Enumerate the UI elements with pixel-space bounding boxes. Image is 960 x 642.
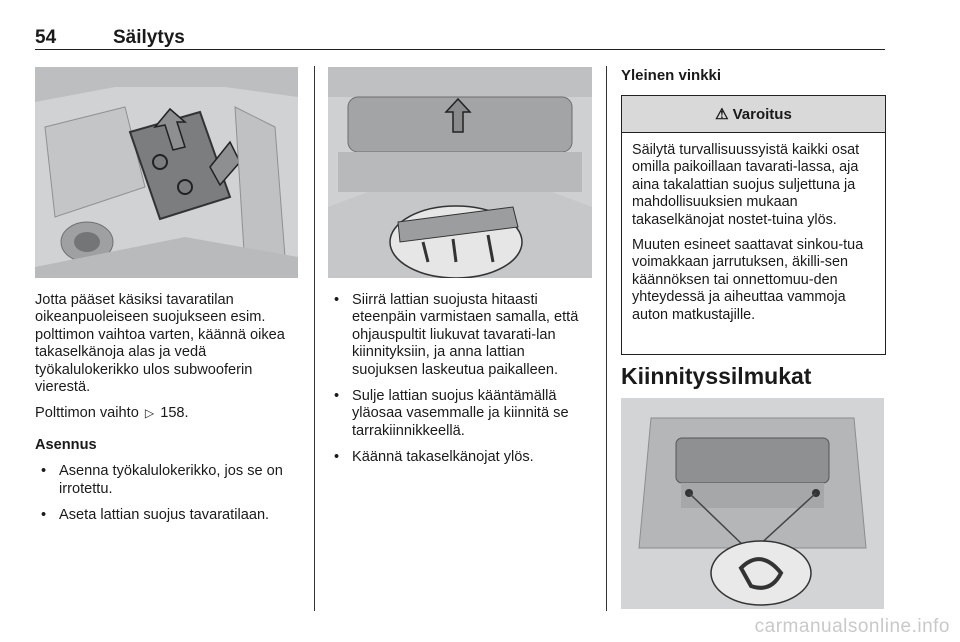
assembly-heading: Asennus <box>35 436 97 453</box>
page-ref-icon: ▷ <box>144 406 155 421</box>
bullet-icon: • <box>334 388 340 405</box>
warning-box <box>621 95 886 355</box>
bullet-icon: • <box>41 507 47 524</box>
bulb-reference <box>35 405 305 422</box>
warning-icon: ⚠ <box>715 106 729 123</box>
tool-tray-illustration <box>35 67 298 278</box>
column-divider <box>606 66 607 611</box>
warning-header <box>622 96 885 133</box>
list-item: • Asenna työkalulokerikko, jos se on irrotettu. <box>41 463 283 497</box>
general-tip-heading: Yleinen vinkki <box>621 67 722 84</box>
warning-body <box>622 133 885 324</box>
middle-column-text <box>328 292 594 476</box>
warning-paragraph: Muuten esineet saattavat sinkou-tua voimakkaan jarrutuksen, äkilli-sen käännöksen tai onnettomuu-den yhteydessä ja aiheuttaa vammoja auton matkustajille. <box>632 237 864 323</box>
bullet-icon: • <box>41 463 47 480</box>
left-column-text <box>35 292 305 533</box>
steps-list <box>328 292 594 467</box>
assembly-list <box>35 463 305 524</box>
list-item: • Käännä takaselkänojat ylös. <box>334 449 534 466</box>
floor-cover-illustration <box>328 67 592 278</box>
column-divider <box>314 66 315 611</box>
lashing-eyes-illustration <box>621 398 884 609</box>
intro-paragraph: Jotta pääset käsiksi tavaratilan oikeanpuoleiseen suojukseen esim. polttimon vaihtoa varten, käännä oikea takaselkänoja alas ja vedä työkalulokerikko ulos subwooferin vierestä. <box>35 292 285 396</box>
list-item: • Sulje lattian suojus kääntämällä yläosaa vasemmalle ja kiinnitä se tarrakiinnikkeellä. <box>334 388 569 439</box>
section-title: Säilytys <box>113 27 185 48</box>
bullet-icon: • <box>334 292 340 308</box>
list-item: • Siirrä lattian suojusta hitaasti eteenpäin varmistaen samalla, että ohjauspultit liukuvat tavarati-lan kiinnityksiin, ja anna lattian suojuksen laskeutua paikalleen. <box>334 292 579 378</box>
bullet-icon: • <box>334 449 340 466</box>
page-header <box>35 27 885 50</box>
bulb-ref-page: 158. <box>160 405 189 422</box>
lashing-eyes-heading: Kiinnityssilmukat <box>621 363 812 389</box>
watermark: carmanualsonline.info <box>754 616 950 637</box>
warning-paragraph: Säilytä turvallisuussyistä kaikki osat omilla paikoillaan tavarati-lassa, aja aina takalattian suojus suljettuna ja mahdollisuuksien mukaan takaselkänojat nostet-tuina ylös. <box>632 142 860 228</box>
bulb-ref-text: Polttimon vaihto <box>35 405 139 422</box>
page-number: 54 <box>35 27 57 48</box>
warning-title: Varoitus <box>732 105 792 123</box>
list-item: • Aseta lattian suojus tavaratilaan. <box>41 507 270 524</box>
